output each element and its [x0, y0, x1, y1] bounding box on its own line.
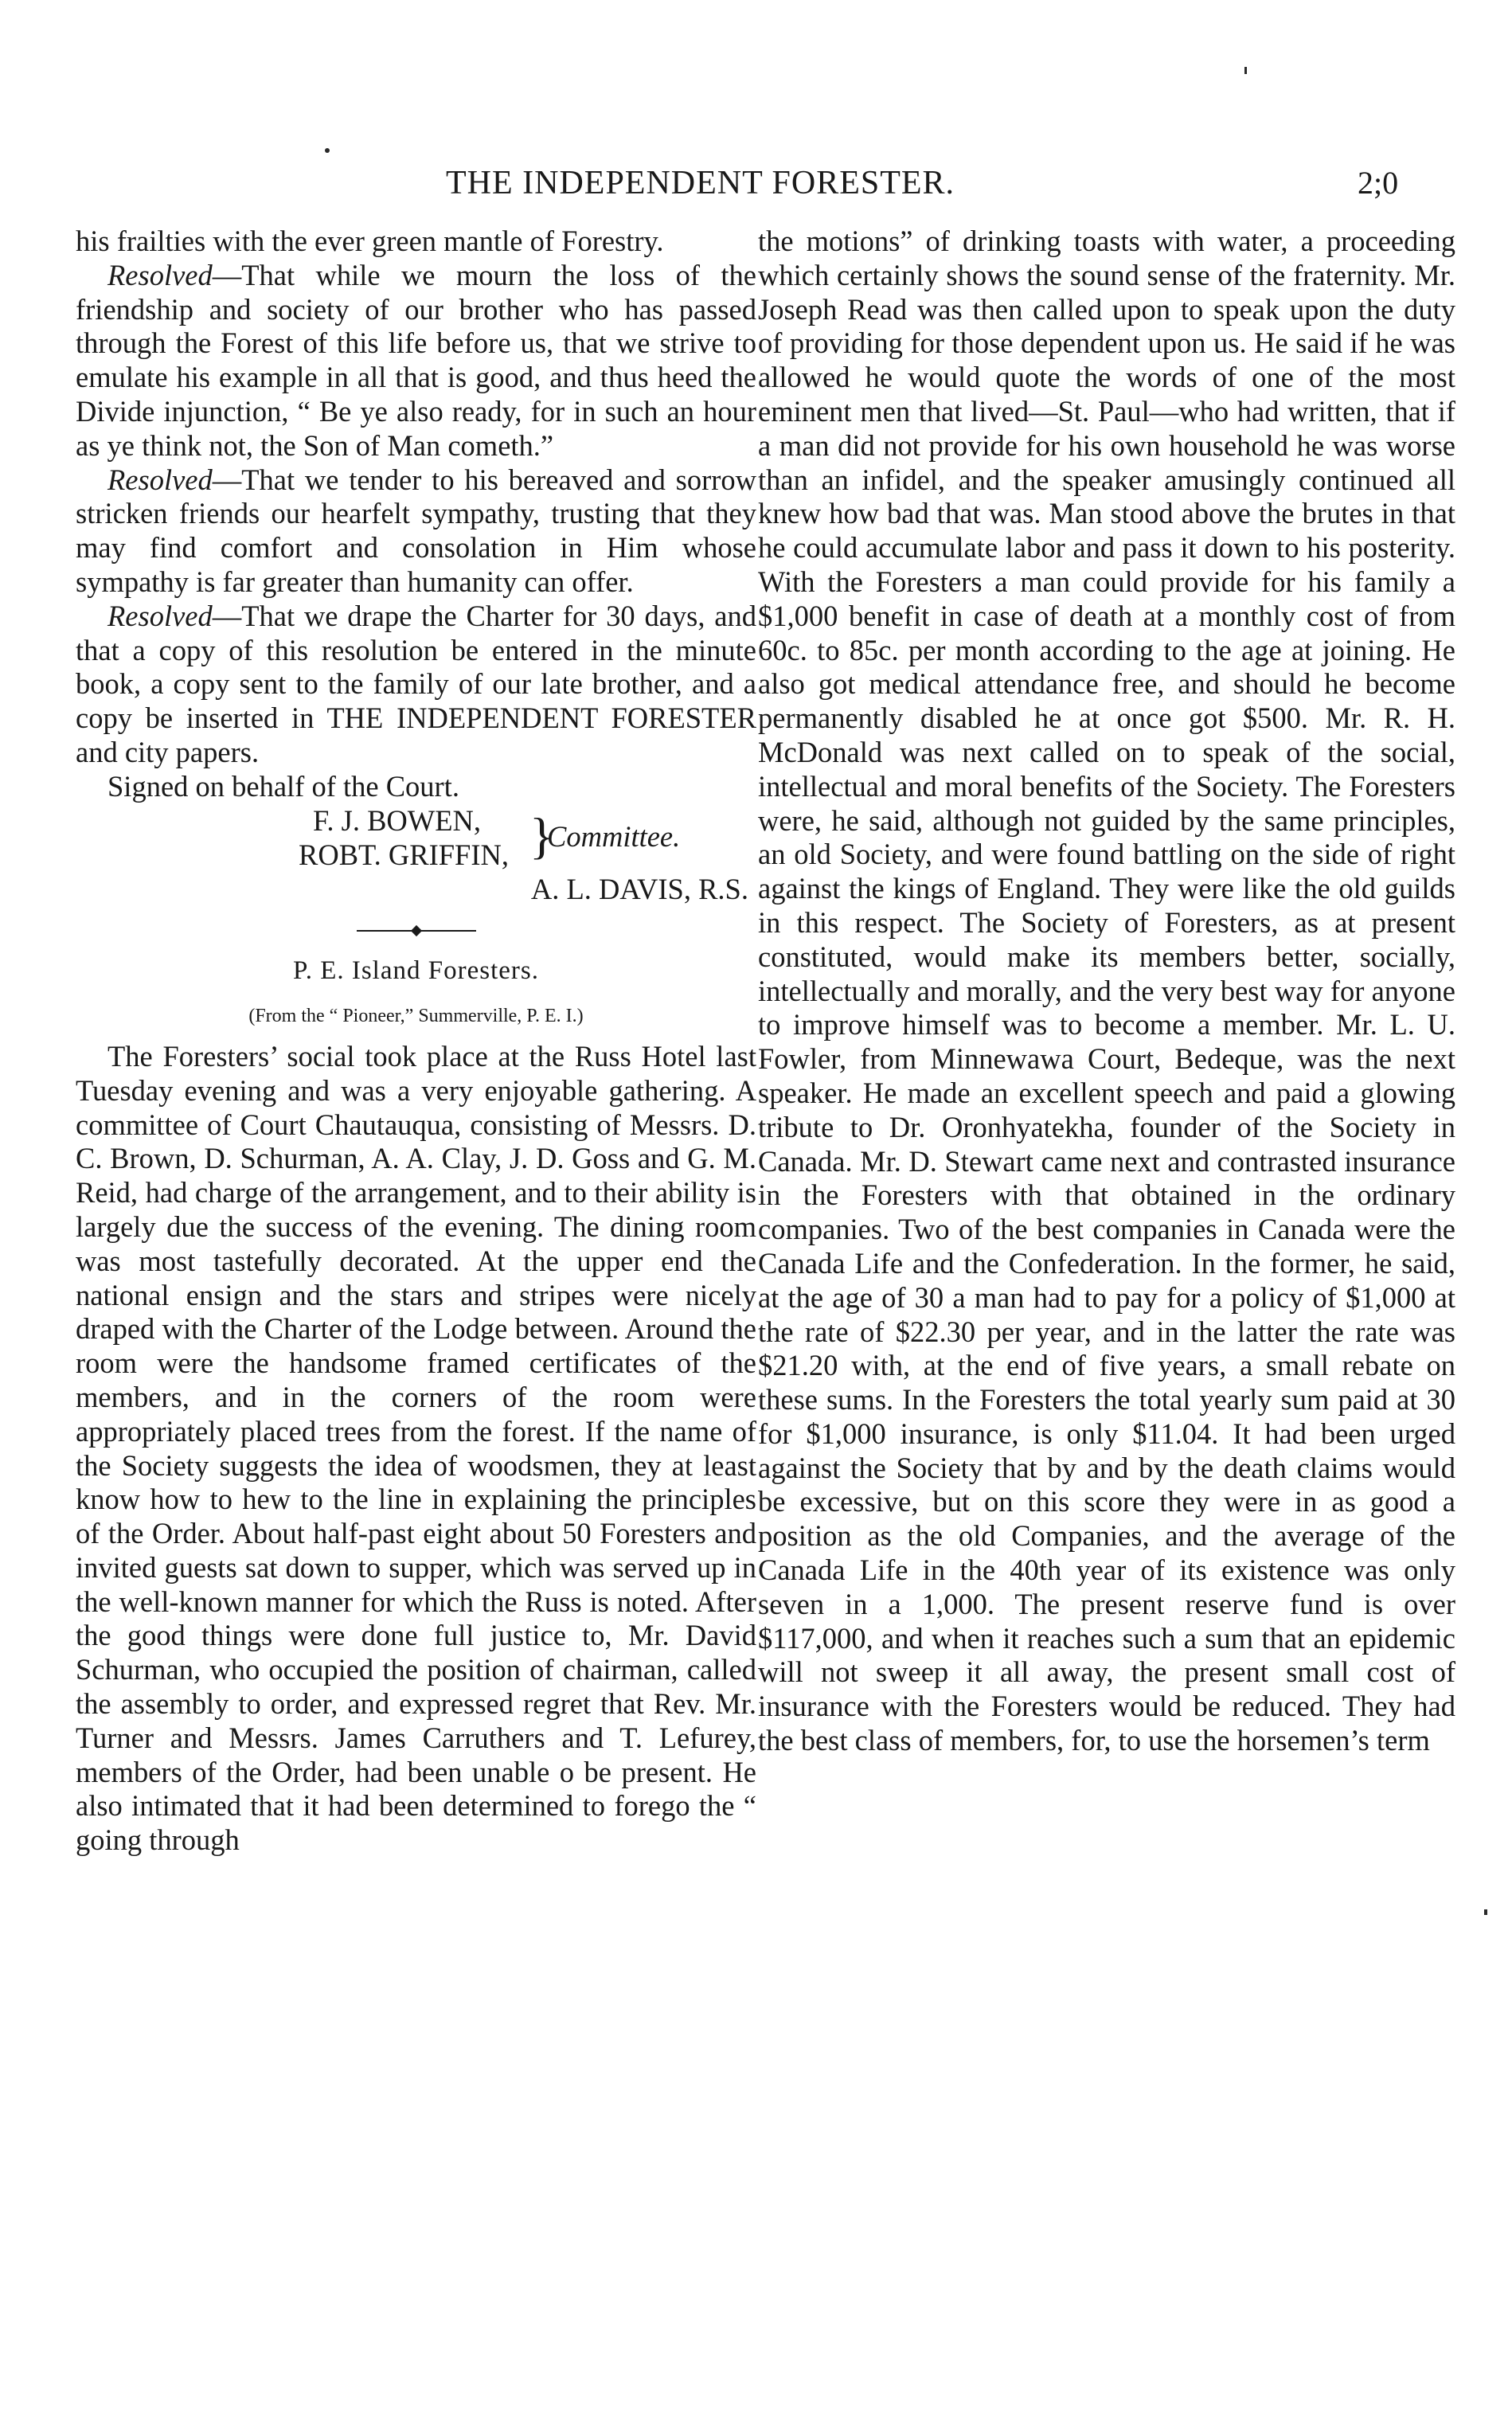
article-paragraph: The Foresters’ social took place at the Russ Hotel last Tuesday evening and was a very enjoyable gathering. A committee of Court Chautauqua, consisting of Messrs. D. C. Brown, D. Schurman, A. A. Clay, J. D. Goss and G. M. Reid, had charge of the arrangement, and to their ability is largely due the success of the evening. The dining room was most tastefully decorated. At the upper end the national ensign and the stars and stripes were nicely draped with the Charter of the Lodge between. Around the room were the handsome framed certificates of the members, and in the corners of the room were appropriately placed trees from the forest. If the name of the Society suggests the idea of woodsmen, they at least know how to hew to the line in explaining the principles of the Order. About half-past eight about 50 Foresters and invited guests sat down to supper, which was served up in the well-known manner for which the Russ is noted. After the good things were done full justice to, Mr. David Schurman, who occupied the position of chairman, called the assembly to order, and expressed regret that Rev. Mr. Turner and Messrs. James Carruthers and T. Lefurey, members of the Order, had been unable o be present. He also intimated that it had been determined to forego the “ going through — [76, 1039, 756, 1857]
committee-label: Committee. — [547, 819, 681, 853]
running-header — [0, 164, 1512, 212]
resolved-label: Resolved — [107, 599, 213, 632]
brace-mark: } — [529, 807, 554, 864]
right-column — [758, 225, 1455, 1758]
article-continuation: the motions” of drinking toasts with water, a proceeding which certainly shows the sound sense of the fraternity. Mr. Joseph Read was then called upon to speak upon the duty of providing for those dependent upon us. He said if he was allowed he would quote the words of one of the most eminent men that lived—St. Paul—who had written, that if a man did not provide for his own household he was worse than an infidel, and the speaker amusingly continued all knew how bad that was. Man stood above the brutes in that he could accumulate labor and pass it down to his posterity. With the Foresters a man could provide for his family a $1,000 benefit in case of death at a monthly cost of from 60c. to 85c. per month according to the age at joining. He also got medical attendance free, and should he become permanently disabled he at once got $500. Mr. R. H. McDonald was next called on to speak of the social, intellectual and moral benefits of the Society. The Foresters were, he said, although not guided by the same principles, an old Society, and were found battling on the side of right against the kings of England. They were like the old guilds in this respect. The Society of Foresters, as at present constituted, would make its members better, socially, intellectually and morally, and the very best way for anyone to improve himself was to become a member. Mr. L. U. Fowler, from Minnewawa Court, Bedeque, was the next speaker. He made an excellent speech and paid a glowing tribute to Dr. Oronhyatekha, founder of the Society in Canada. Mr. D. Stewart came next and contrasted insurance in the Foresters with that obtained in the ordinary companies. Two of the best companies in Canada were the Canada Life and the Confederation. In the former, he said, at the age of 30 a man had to pay for a policy of $1,000 at the rate of $22.30 per year, and in the latter the rate was $21.20 with, at the end of five years, a small rebate on these sums. In the Foresters the total yearly sum paid at 30 for $1,000 insurance, is only $11.04. It had been urged against the Society that by and by the death claims would be excessive, but on this score they were in as good a position as the old Companies, and the average of the Canada Life in the 40th year of its existence was only seven in a 1,000. The present reserve fund is over $117,000, and when it reaches such a sum that an epidemic will not sweep it all away, the present small cost of insurance with the Foresters would be reduced. They had the best class of members, for, to use the horsemen’s term — [758, 225, 1455, 1757]
resolved-label: Resolved — [107, 258, 213, 291]
committee-signers — [76, 804, 756, 873]
section-heading: P. E. Island Foresters. — [293, 956, 539, 986]
resolution-2 — [76, 463, 756, 600]
resolution-3-text: —That we drape the Charter for 30 days, and that a copy of this resolution be entered in the minute book, a copy sent to the family of our late brother, and a copy be inserted in THE INDEPENDENT FORESTER and city papers. — [76, 599, 756, 768]
paragraph-continuation: his frailties with the ever green mantle of Forestry. — [76, 225, 664, 257]
section-divider — [357, 930, 476, 932]
section-source: (From the “ Pioneer,” Summerville, P. E. I.) — [248, 1006, 584, 1027]
page-number: 2;0 — [1358, 165, 1399, 201]
speck-mark — [325, 148, 330, 153]
signature-block — [76, 804, 756, 907]
signer-griffin: ROBT. GRIFFIN, — [299, 838, 509, 871]
resolution-1 — [76, 259, 756, 463]
speck-mark — [1484, 1909, 1487, 1915]
signer-davis: A. L. DAVIS, R.S. — [530, 872, 748, 905]
divider-ornament — [410, 925, 421, 936]
resolution-1-text: —That while we mourn the loss of the friendship and society of our brother who has passed through the Forest of this life before us, that we strive to emulate his example in all that is good, and thus heed the Divide injunction, “ Be ye also ready, for in such an hour as ye think not, the Son of Man cometh.” — [76, 258, 756, 462]
signed-line: Signed on behalf of the Court. — [107, 769, 459, 803]
left-column — [76, 225, 756, 1858]
resolution-2-text: —That we tender to his bereaved and sorrow stricken friends our hearfelt sympathy, trusting that they may find comfort and consolation in Him whose sympathy is far greater than humanity can offer. — [76, 463, 756, 598]
resolution-3 — [76, 600, 756, 770]
resolved-label: Resolved — [107, 463, 213, 496]
speck-mark — [1244, 67, 1247, 74]
journal-title: THE INDEPENDENT FORESTER. — [446, 165, 955, 201]
signer-bowen: F. J. BOWEN, — [313, 803, 482, 837]
